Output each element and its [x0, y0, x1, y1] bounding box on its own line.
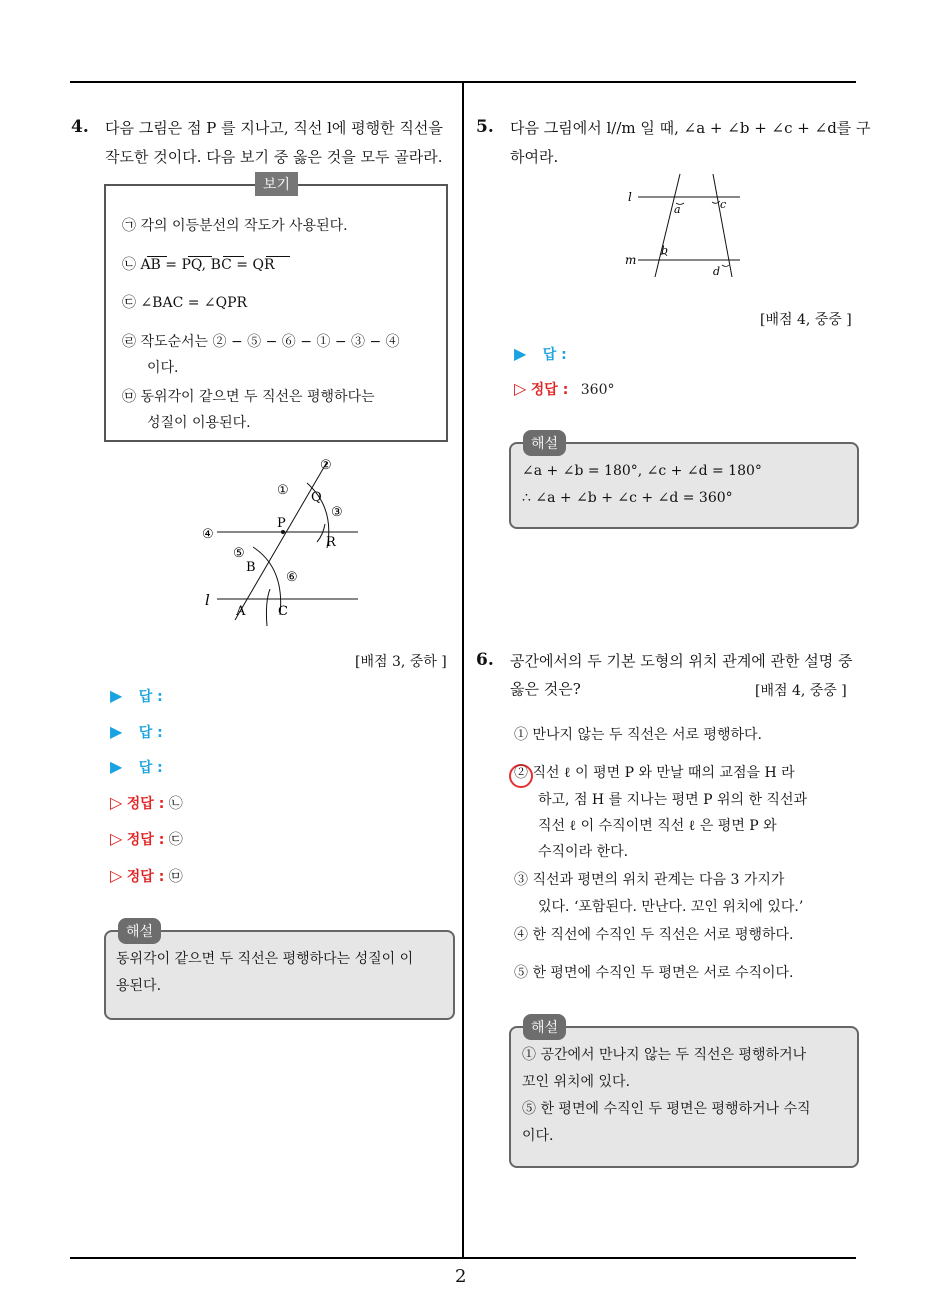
label-c3: ③ [331, 505, 343, 520]
q5-answer [514, 344, 567, 364]
column-divider [462, 81, 464, 1259]
correct-value: ㉤ [168, 869, 183, 885]
answer-triangle-icon: ▶ [514, 344, 527, 363]
answer-triangle-icon: ▶ [110, 722, 123, 741]
q4-correct-2 [110, 829, 183, 849]
q4-solution-line1: 동위각이 같으면 두 직선은 평행하다는 성질이 이 [116, 951, 414, 967]
q6-solution-line4: 이다. [522, 1128, 554, 1144]
label-a: a [674, 203, 681, 216]
label-r: R [326, 535, 336, 550]
label-c: C [278, 604, 288, 619]
q6-choice-5: ⑤ 한 평면에 수직인 두 평면은 서로 수직이다. [514, 965, 794, 981]
q4-text-line2: 작도한 것이다. 다음 보기 중 옳은 것을 모두 골라라. [105, 148, 443, 166]
bottom-rule [70, 1257, 856, 1259]
overline-bc [223, 256, 244, 257]
q4-solution-line2: 용된다. [116, 978, 162, 994]
q4-number: 4. [71, 117, 89, 137]
label-p: P [277, 516, 286, 531]
label-m: m [625, 253, 637, 267]
correct-triangle-icon: ▷ [110, 793, 123, 812]
q5-solution-line1: ∠a + ∠b = 180°, ∠c + ∠d = 180° [522, 463, 762, 479]
q4-answer-1 [110, 686, 163, 706]
correct-triangle-icon: ▷ [514, 379, 527, 398]
q5-text-line2: 하여라. [510, 148, 559, 166]
page-number: 2 [455, 1266, 467, 1287]
q5-parallel-lines-figure [620, 172, 750, 282]
correct-label: 정답 : [530, 382, 569, 398]
q4-solution-tag: 해설 [118, 918, 161, 944]
q5-correct [514, 379, 614, 399]
arc-c [266, 589, 270, 626]
label-a: A [236, 604, 246, 619]
label-b: b [661, 244, 669, 257]
q6-number: 6. [476, 650, 494, 670]
answer-label: 답 : [138, 689, 163, 705]
q4-answer-2 [110, 722, 163, 742]
correct-triangle-icon: ▷ [110, 829, 123, 848]
correct-value: ㉢ [168, 832, 183, 848]
q6-choice-2: ② 직선 ℓ 이 평면 P 와 만날 때의 교점을 H 라 [514, 765, 795, 781]
angle-arc-d [722, 265, 729, 267]
q4-answer-3 [110, 757, 163, 777]
correct-value: ㉡ [168, 796, 183, 812]
overline-ab [147, 256, 167, 257]
label-c1: ① [277, 483, 289, 498]
q5-text-line1: 다음 그림에서 l//m 일 때, ∠a + ∠b + ∠c + ∠d를 구 [510, 119, 871, 137]
label-c5: ⑤ [233, 546, 245, 561]
label-l: l [628, 190, 632, 204]
q6-text-line2: 옳은 것은? [510, 680, 581, 698]
q4-bogi-item-4-cont: 이다. [147, 360, 179, 376]
answer-triangle-icon: ▶ [110, 686, 123, 705]
q6-solution-line1: ① 공간에서 만나지 않는 두 직선은 평행하거나 [522, 1047, 807, 1063]
correct-triangle-icon: ▷ [110, 866, 123, 885]
label-q: Q [311, 490, 322, 505]
answer-label: 답 : [138, 725, 163, 741]
q6-solution-line2: 꼬인 위치에 있다. [522, 1074, 631, 1090]
q4-bogi-item-3: ㉢ ∠BAC = ∠QPR [122, 295, 248, 311]
correct-label: 정답 : [126, 796, 165, 812]
q6-choice-2-cont2: 직선 ℓ 이 수직이면 직선 ℓ 은 평면 P 와 [538, 818, 777, 834]
label-l: l [205, 591, 210, 609]
q4-bogi-item-4: ㉣ 작도순서는 ② − ⑤ − ⑥ − ① − ③ − ④ [122, 334, 400, 350]
q6-solution-line3: ⑤ 한 평면에 수직인 두 평면은 평행하거나 수직 [522, 1101, 811, 1117]
q4-bogi-item-5: ㉤ 동위각이 같으면 두 직선은 평행하다는 [122, 389, 375, 405]
answer-label: 답 : [138, 760, 163, 776]
transversal-left [655, 174, 680, 277]
q4-bogi-title: 보기 [255, 172, 298, 196]
label-c6: ⑥ [286, 570, 298, 585]
q4-bogi-item-2: ㉡ AB = PQ, BC = QR [122, 257, 275, 273]
q6-text-line1: 공간에서의 두 기본 도형의 위치 관계에 관한 설명 중 [510, 652, 853, 670]
overline-pq [188, 256, 212, 257]
q5-number: 5. [476, 117, 494, 137]
q6-choice-2-cont1: 하고, 점 H 를 지나는 평면 P 위의 한 직선과 [538, 792, 807, 808]
q4-correct-3 [110, 866, 183, 886]
arc-r [317, 524, 325, 542]
q4-text-line1: 다음 그림은 점 P 를 지나고, 직선 l에 평행한 직선을 [105, 119, 443, 137]
q4-correct-1 [110, 793, 183, 813]
q6-choice-3: ③ 직선과 평면의 위치 관계는 다음 3 가지가 [514, 872, 785, 888]
q4-construction-figure [195, 450, 365, 630]
q4-bogi-item-1: ㉠ 각의 이등분선의 작도가 사용된다. [122, 218, 348, 234]
q5-solution-line2: ∴ ∠a + ∠b + ∠c + ∠d = 360° [522, 490, 733, 506]
label-d: d [713, 265, 721, 278]
answer-triangle-icon: ▶ [110, 757, 123, 776]
label-c2: ② [320, 458, 332, 473]
label-c: c [720, 198, 727, 211]
q4-bogi-item-5-cont: 성질이 이용된다. [147, 415, 251, 431]
q6-score: [배점 4, 중중 ] [755, 683, 847, 699]
q4-score: [배점 3, 중하 ] [355, 654, 447, 670]
label-b: B [246, 560, 256, 575]
q5-score: [배점 4, 중중 ] [760, 312, 852, 328]
correct-label: 정답 : [126, 832, 165, 848]
q6-solution-tag: 해설 [523, 1014, 566, 1040]
correct-value: 360° [580, 382, 615, 398]
q6-choice-3-cont: 있다. ‘포함된다. 만난다. 꼬인 위치에 있다.’ [538, 899, 804, 915]
q5-solution-tag: 해설 [523, 430, 566, 456]
answer-label: 답 : [542, 347, 567, 363]
overline-qr [266, 256, 290, 257]
q6-choice-1: ① 만나지 않는 두 직선은 서로 평행하다. [514, 727, 763, 743]
transversal-right [713, 174, 732, 277]
correct-label: 정답 : [126, 869, 165, 885]
q6-choice-2-cont3: 수직이라 한다. [538, 844, 629, 860]
q6-choice-4: ④ 한 직선에 수직인 두 직선은 서로 평행하다. [514, 927, 794, 943]
label-c4: ④ [202, 527, 214, 542]
